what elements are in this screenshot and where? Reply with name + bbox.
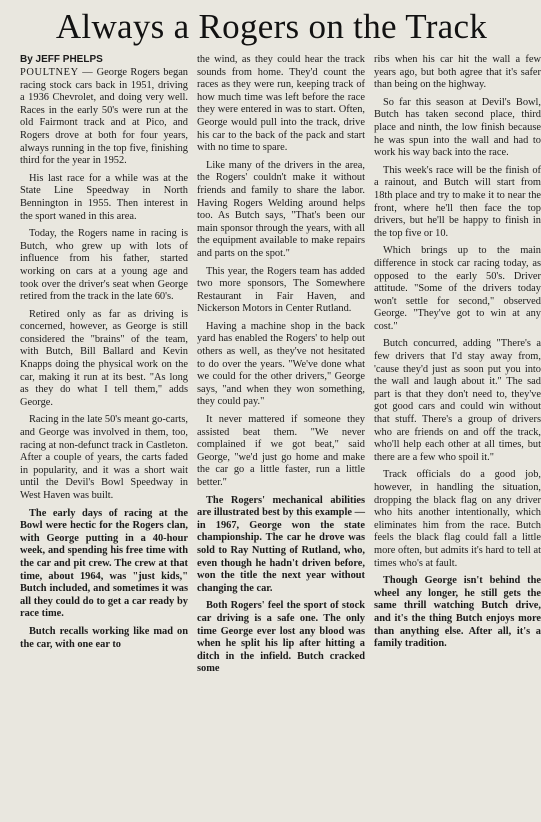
article-body (20, 54, 541, 820)
paragraph: This week's race will be the finish of a rainout, and Butch will start from 18th place and try to make it to near the front, where he'll then face the top drivers, but he'll be happy to finish in the top five or 10. (374, 164, 541, 239)
paragraph: Track officials do a good job, however, in handling the situation, dropping the black flag on any driver who hits another intentionally, which eliminates him from the race. Butch feels the black flag could fall a little more often, but admits it's hard to tell at times who's at fault. (374, 469, 541, 569)
paragraph: So far this season at Devil's Bowl, Butch has taken second place, third place and ninth, the low finish because he was spun into the wall and had to work his way back into the race. (374, 96, 541, 159)
paragraph: Butch concurred, adding "There's a few drivers that I'd stay away from, 'cause they'd just as soon put you into the wall and laugh about it." The sad part is that they don't need to, they've got good cars and could win without that stuff. There's a group of drivers who are friends on and off the track, who'll help each other at all times, but there are a few who spoil it." (374, 338, 541, 463)
byline: By JEFF PHELPS (20, 54, 103, 65)
paragraph: Which brings up to the main difference in stock car racing today, as opposed to the early 50's. Driver attitude. "Some of the drivers today won't settle for second," observed George. "They've got to win at any cost." (374, 245, 541, 332)
paragraph: Racing in the late 50's meant go-carts, and George was involved in them, too, racing at non-defunct track in Castleton. After a couple of years, the carts faded in popularity, and it was a short wait until the Devil's Bowl Speedway in West Haven was built. (20, 414, 188, 501)
paragraph: The early days of racing at the Bowl were hectic for the Rogers clan, with George putting in a 40-hour week, and spending his free time with the car and pit crew. The crew at that time, about 1964, was "just kids," Butch included, and sometimes it was all they could do to get a car ready by race time. (20, 507, 188, 620)
paragraph: Having a machine shop in the back yard has enabled the Rogers' to help out others as well, as they've not hesitated to do over the years. "We've done what we could for the other drivers," George says, "and when they won something, they could pay." (197, 320, 365, 408)
dateline: POULTNEY — (20, 67, 94, 78)
paragraph (20, 67, 188, 168)
paragraph: Like many of the drivers in the area, the Rogers' couldn't make it without friends and family to share the labor. Having Rogers Welding around helps too. As Butch says, "That's been our main sponsor through the years, with all the equipment available to make repairs and parts on the spot." (197, 159, 365, 259)
column-2 (197, 54, 365, 820)
paragraph: Both Rogers' feel the sport of stock car driving is a safe one. The only time George ever lost any blood was when he split his lip after hitting a ditch in the infield. Butch cracked some (197, 600, 365, 675)
paragraph-text: George Rogers began racing stock cars back in 1951, driving a 1936 Chevrolet, and doing very well. Races in the early 50's were run at the old Fairmont track and at Pico, and Rogers drove at both for four years, always running in the top five, finishing third for the year in 1952. (20, 67, 189, 167)
column-1 (20, 54, 188, 820)
column-3 (374, 54, 541, 820)
paragraph: His last race for a while was at the State Line Speedway in North Bennington in 1955. Then interest in the sport waned in this area. (20, 172, 188, 222)
paragraph: ribs when his car hit the wall a few years ago, but both agree that it's safer than being on the highway. (374, 54, 541, 91)
paragraph: The Rogers' mechanical abilities are illustrated best by this example — in 1967, George won the state championship. The car he drove was sold to Ray Nutting of Rutland, who, even though he hadn't driven before, won the title the next year without changing the car. (197, 494, 365, 594)
paragraph: the wind, as they could hear the track sounds from home. They'd count the races as they were run, keeping track of how much time was left before the race they were entered in was to start. Often, George would pull into the track, drive his car to the back of the pack and start with no time to spare. (197, 54, 365, 154)
paragraph: Today, the Rogers name in racing is Butch, who grew up with lots of influence from his father, started working on cars at a young age and took over the driver's seat when George retired from the track in the late 60's. (20, 228, 188, 303)
paragraph: Butch recalls working like mad on the car, with one ear to (20, 625, 188, 650)
headline: Always a Rogers on the Track (55, 7, 488, 46)
paragraph: Though George isn't behind the wheel any longer, he still gets the same thrill watching Butch drive, and it's the thing Butch enjoys more than anything else. After all, it's a family tradition. (374, 575, 541, 650)
paragraph: This year, the Rogers team has added two more sponsors, The Somewhere Restaurant in Fair Haven, and Nickerson Motors in Center Rutland. (197, 265, 365, 315)
paragraph: It never mattered if someone they assisted beat them. "We never complained if we got beat," said George, "we'd just go home and make the car go a little faster, run a little better." (197, 414, 365, 488)
paragraph: Retired only as far as driving is concerned, however, as George is still considered the "brains" of the team, with Butch, Bill Ballard and Kevin Knapps doing the physical work on the car, making it run at its best. "As long as they do what I tell them," adds George. (20, 308, 188, 408)
